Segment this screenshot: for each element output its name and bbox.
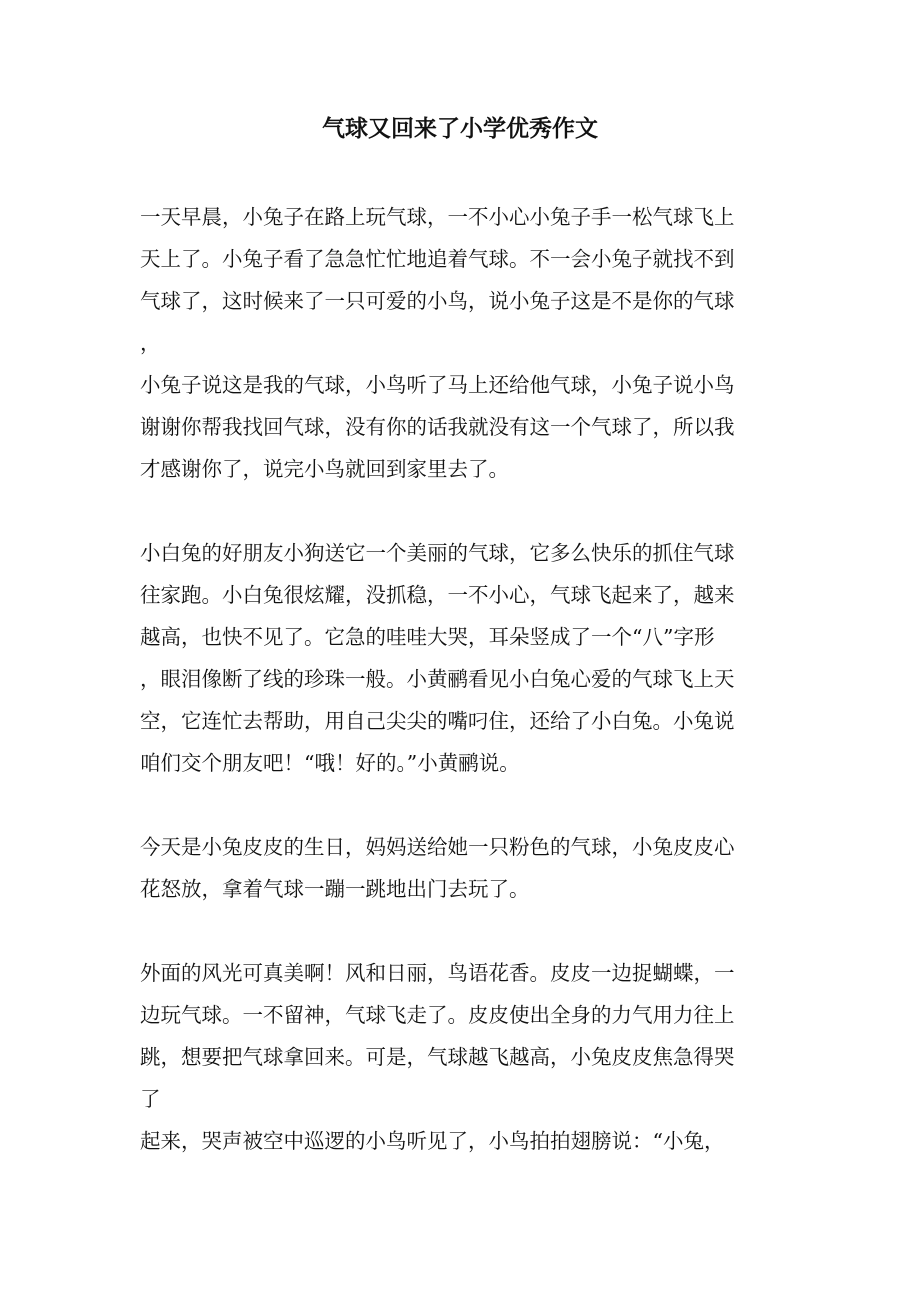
text-line: ，眼泪像断了线的珍珠一般。小黄鹂看见小白兔心爱的气球飞上天 (140, 667, 735, 691)
text-line: 了 (140, 1087, 161, 1111)
text-line: 今天是小兔皮皮的生日，妈妈送给她一只粉色的气球，小兔皮皮心 (140, 835, 735, 859)
text-line: 谢谢你帮我找回气球，没有你的话我就没有这一个气球了，所以我 (140, 415, 735, 439)
text-line: 小兔子说这是我的气球，小鸟听了马上还给他气球，小兔子说小鸟 (140, 373, 735, 397)
text-line: 才感谢你了，说完小鸟就回到家里去了。 (140, 457, 509, 481)
text-line: 花怒放，拿着气球一蹦一跳地出门去玩了。 (140, 877, 530, 901)
text-line: 咱们交个朋友吧！“哦！好的。”小黄鹂说。 (140, 751, 520, 775)
text-line: 气球了，这时候来了一只可爱的小鸟，说小兔子这是不是你的气球 (140, 289, 735, 313)
text-line: 边玩气球。一不留神，气球飞走了。皮皮使出全身的力气用力往上 (140, 1003, 735, 1027)
text-line: 跳，想要把气球拿回来。可是，气球越飞越高，小兔皮皮焦急得哭 (140, 1045, 735, 1069)
text-line: 起来，哭声被空中巡逻的小鸟听见了，小鸟拍拍翅膀说：“小兔， (140, 1129, 725, 1153)
text-line: 空，它连忙去帮助，用自己尖尖的嘴叼住，还给了小白兔。小兔说 (140, 709, 735, 733)
text-line: 天上了。小兔子看了急急忙忙地追着气球。不一会小兔子就找不到 (140, 247, 735, 271)
text-line: 小白兔的好朋友小狗送它一个美丽的气球，它多么快乐的抓住气球 (140, 541, 735, 565)
text-line: 越高，也快不见了。它急的哇哇大哭，耳朵竖成了一个“八”字形 (140, 625, 715, 649)
text-line: ， (140, 331, 161, 355)
text-line: 往家跑。小白兔很炫耀，没抓稳，一不小心，气球飞起来了，越来 (140, 583, 735, 607)
document-title: 气球又回来了小学优秀作文 (322, 115, 598, 142)
text-line: 外面的风光可真美啊！风和日丽，鸟语花香。皮皮一边捉蝴蝶，一 (140, 961, 735, 985)
text-line: 一天早晨，小兔子在路上玩气球，一不小心小兔子手一松气球飞上 (140, 205, 735, 229)
